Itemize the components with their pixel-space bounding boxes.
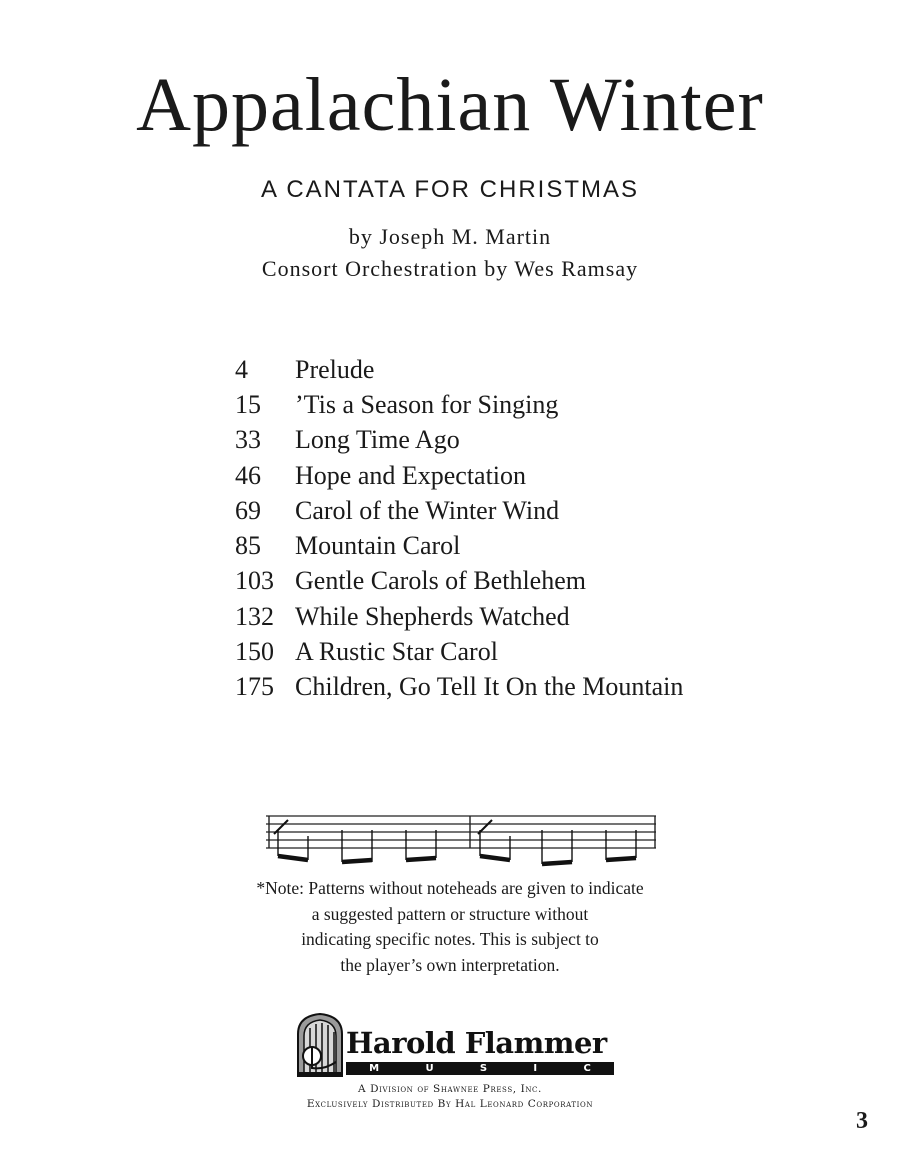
- toc-page-number: 4: [235, 354, 248, 384]
- orchestration-credit: Consort Orchestration by Wes Ramsay: [261, 256, 639, 281]
- music-letter: M: [369, 1063, 380, 1074]
- composer-byline: by Joseph M. Martin: [348, 224, 552, 249]
- notation-footnote: [0, 876, 900, 978]
- toc-row: [235, 458, 795, 493]
- toc-page-number: 15: [235, 389, 261, 419]
- publisher-music-bar: [346, 1062, 614, 1075]
- toc-row: [235, 423, 795, 458]
- toc-row: [235, 528, 795, 563]
- toc-page-number: 132: [235, 601, 274, 631]
- distribution-credit: Exclusively Distributed By Hal Leonard Corporation: [306, 1098, 594, 1110]
- toc-page-number: 33: [235, 425, 261, 455]
- toc-row: [235, 564, 795, 599]
- toc-title: Children, Go Tell It On the Mountain: [295, 672, 684, 702]
- eighth-note-beams: [278, 830, 636, 864]
- page-number: 3: [856, 1108, 868, 1134]
- music-letter: S: [479, 1063, 488, 1074]
- rhythm-pattern-staff: [266, 812, 658, 870]
- toc-title: Hope and Expectation: [295, 460, 527, 490]
- footnote-line: the player’s own interpretation.: [340, 954, 560, 975]
- toc-page-number: 69: [235, 495, 261, 525]
- toc-title: A Rustic Star Carol: [295, 637, 498, 667]
- publisher-logo: [296, 1012, 616, 1080]
- organ-pipes-icon: [296, 1012, 344, 1078]
- toc-row: [235, 493, 795, 528]
- toc-row: [235, 670, 795, 705]
- music-letter: C: [583, 1063, 591, 1074]
- publisher-division: A Division of Shawnee Press, Inc.: [358, 1083, 542, 1095]
- work-title: Appalachian Winter: [136, 63, 764, 147]
- toc-title: Prelude: [295, 354, 375, 384]
- footnote-line: *Note: Patterns without noteheads are given to indicate: [256, 878, 644, 898]
- toc-page-number: 175: [235, 672, 274, 702]
- footnote-line: a suggested pattern or structure without: [311, 903, 589, 924]
- toc-title: While Shepherds Watched: [295, 601, 570, 631]
- toc-title: ’Tis a Season for Singing: [295, 389, 559, 419]
- footnote-line: indicating specific notes. This is subject to: [301, 929, 599, 949]
- toc-title: Mountain Carol: [295, 531, 461, 561]
- table-of-contents: [235, 352, 795, 705]
- toc-row: [235, 634, 795, 669]
- publisher-name: Harold Flammer: [346, 1026, 607, 1060]
- toc-page-number: 85: [235, 531, 261, 561]
- toc-row: [235, 599, 795, 634]
- toc-page-number: 46: [235, 460, 261, 490]
- music-letter: U: [425, 1063, 434, 1074]
- toc-title: Carol of the Winter Wind: [295, 495, 560, 525]
- toc-page-number: 103: [235, 566, 274, 596]
- toc-title: Long Time Ago: [295, 425, 460, 455]
- toc-row: [235, 387, 795, 422]
- toc-title: Gentle Carols of Bethlehem: [295, 566, 586, 596]
- work-subtitle: A CANTATA FOR CHRISTMAS: [260, 176, 640, 203]
- toc-row: [235, 352, 795, 387]
- toc-page-number: 150: [235, 637, 274, 667]
- music-letter: I: [533, 1063, 538, 1074]
